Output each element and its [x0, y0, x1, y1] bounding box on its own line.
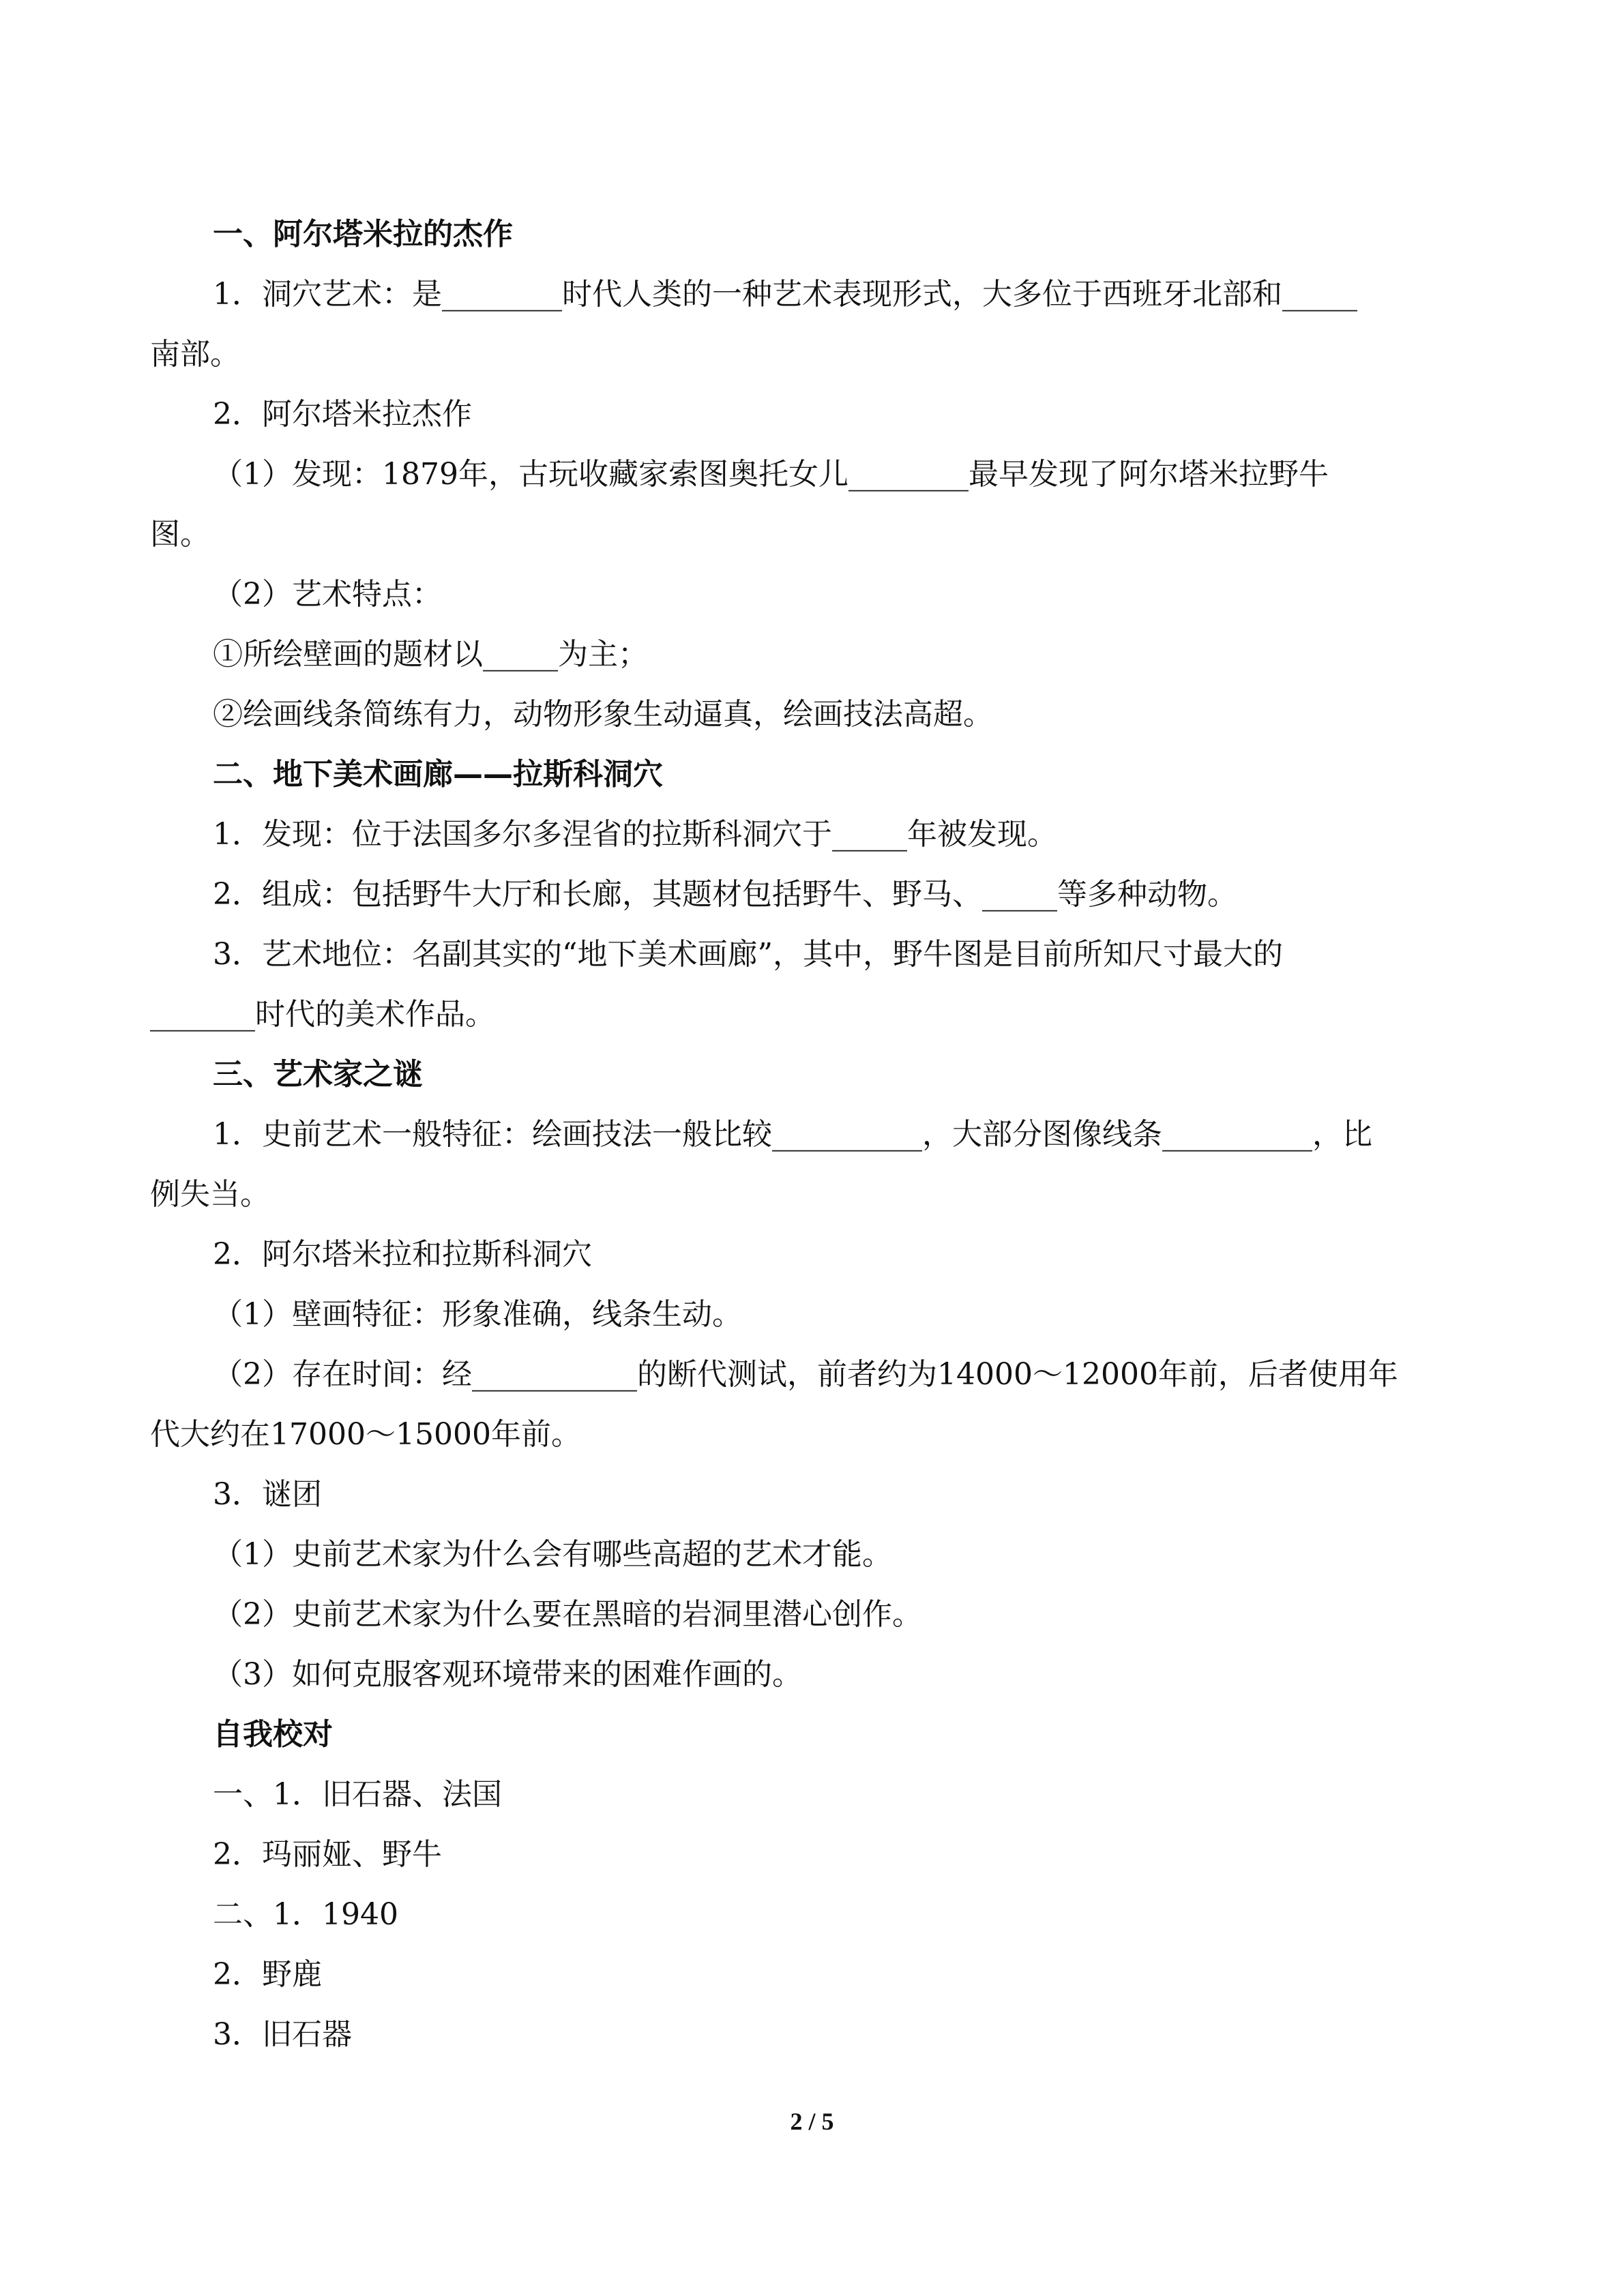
- text-line: 3．旧石器: [213, 2017, 352, 2052]
- section-heading: 三、艺术家之谜: [213, 1057, 423, 1092]
- section-heading: 二、地下美术画廊——拉斯科洞穴: [213, 757, 663, 792]
- text-line: _______时代的美术作品。: [150, 997, 495, 1032]
- text-line: 1．史前艺术一般特征：绘画技法一般比较__________，大部分图像线条__________，比: [213, 1117, 1372, 1152]
- text-line: 南部。: [150, 337, 240, 372]
- section-heading: 一、阿尔塔米拉的杰作: [213, 217, 513, 252]
- text-line: （2）史前艺术家为什么要在黑暗的岩洞里潜心创作。: [213, 1597, 922, 1632]
- document-body: [150, 205, 1480, 2065]
- text-line: 1．洞穴艺术：是________时代人类的一种艺术表现形式，大多位于西班牙北部和_____: [213, 277, 1357, 312]
- text-line: （1）史前艺术家为什么会有哪些高超的艺术才能。: [213, 1537, 892, 1572]
- text-line: 二、1．1940: [213, 1897, 398, 1932]
- text-line: 例失当。: [150, 1177, 270, 1212]
- text-line: 图。: [150, 517, 210, 552]
- text-line: （2）存在时间：经___________的断代测试，前者约为14000～12000年前，后者使用年: [213, 1357, 1398, 1392]
- text-line: 2．阿尔塔米拉杰作: [213, 397, 472, 432]
- text-line: 2．野鹿: [213, 1957, 322, 1992]
- section-heading: 自我校对: [213, 1717, 333, 1752]
- text-line: 2．玛丽娅、野牛: [213, 1837, 442, 1872]
- text-line: （2）艺术特点：: [213, 577, 442, 612]
- page-number: 2 / 5: [790, 2108, 834, 2135]
- text-line: 2．组成：包括野牛大厅和长廊，其题材包括野牛、野马、_____等多种动物。: [213, 877, 1237, 912]
- text-line: ①所绘壁画的题材以_____为主；: [213, 637, 648, 672]
- text-line: （1）壁画特征：形象准确，线条生动。: [213, 1297, 742, 1332]
- text-line: （1）发现：1879年，古玩收藏家索图奥托女儿________最早发现了阿尔塔米拉野牛: [213, 457, 1329, 492]
- text-line: 一、1．旧石器、法国: [213, 1777, 502, 1812]
- text-line: 代大约在17000～15000年前。: [150, 1417, 581, 1452]
- text-line: 1．发现：位于法国多尔多涅省的拉斯科洞穴于_____年被发现。: [213, 817, 1057, 852]
- text-line: 3．艺术地位：名副其实的“地下美术画廊”，其中，野牛图是目前所知尺寸最大的: [213, 937, 1283, 972]
- text-line: （3）如何克服客观环境带来的困难作画的。: [213, 1657, 802, 1692]
- text-line: 3．谜团: [213, 1477, 322, 1512]
- text-line: 2．阿尔塔米拉和拉斯科洞穴: [213, 1237, 592, 1272]
- text-line: ②绘画线条简练有力，动物形象生动逼真，绘画技法高超。: [213, 697, 993, 732]
